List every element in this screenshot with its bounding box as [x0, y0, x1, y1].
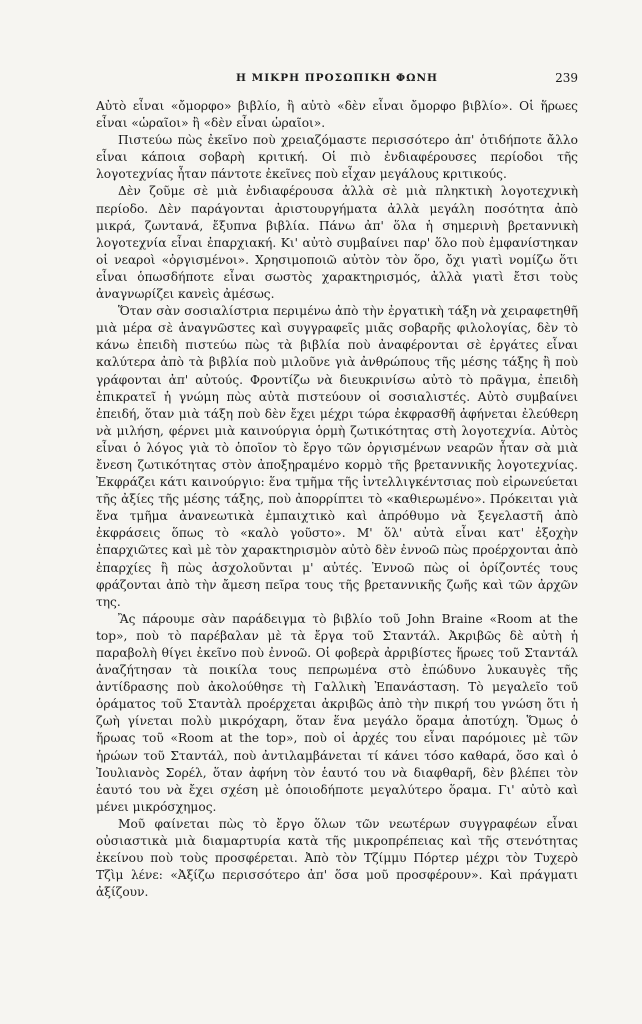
- page-header: [96, 72, 578, 92]
- paragraph-1: Αὐτὸ εἶναι «ὄμορφο» βιβλίο, ἢ αὐτὸ «δὲν εἶναι ὄμορφο βιβλίο». Οἱ ἥρωες εἶναι «ὡραῖοι» ἢ «δὲν εἶναι ὡραῖοι».: [96, 99, 578, 131]
- paragraph-3: Δὲν ζοῦμε σὲ μιὰ ἐνδιαφέρουσα ἀλλὰ σὲ μιὰ πληκτικὴ λογοτεχνικὴ περίοδο. Δὲν παράγονται ἀριστουργήματα ἀλλὰ μεγάλη ποσότητα ἀπὸ μικρά, ζωντανά, ἔξυπνα βιβλία. Πάνω ἀπ' ὅλα ἡ σημερινὴ βρεταννικὴ λογοτεχνία εἶναι ἐπαρχιακή. Κι' αὐτὸ συμβαίνει παρ' ὅλο ποὺ ἐμφανίστηκαν οἱ νεαροὶ «ὀργισμένοι». Χρησιμοποιῶ αὐτὸν τὸν ὅρο, ὄχι γιατὶ νομίζω ὅτι εἶναι ὁπωσδήποτε εἶναι σωστὸς χαρακτηρισμός, ἀλλὰ γιατὶ ἔτσι τοὺς ἀναγνωρίζει κανεὶς ἀμέσως.: [96, 184, 578, 302]
- body-text: [96, 98, 578, 901]
- running-title: Η ΜΙΚΡΗ ΠΡΟΣΩΠΙΚΗ ΦΩΝΗ: [236, 72, 438, 84]
- page-number: 239: [555, 71, 578, 85]
- paragraph-2: Πιστεύω πὼς ἐκεῖνο ποὺ χρειαζόμαστε περισσότερο ἀπ' ὁτιδήποτε ἄλλο εἶναι κάποια σοβαρὴ κριτική. Οἱ πιὸ ἐνδιαφέρουσες περίοδοι τῆς λογοτεχνίας ἦταν πάντοτε ἐκεῖνες ποὺ εἶχαν μεγάλους κριτικούς.: [96, 133, 578, 182]
- paragraph-4: Ὅταν σὰν σοσιαλίστρια περιμένω ἀπὸ τὴν ἐργατικὴ τάξη νὰ χειραφετηθῆ μιὰ μέρα σὲ ἀναγνῶστες καὶ συγγραφεῖς μιᾶς σοβαρῆς φιλολογίας, δὲν τὸ κάνω ἐπειδὴ πιστεύω πὼς τὰ βιβλία ποὺ ἀναφέρονται σὲ ἐργάτες εἶναι καλύτερα ἀπὸ τὰ βιβλία ποὺ μιλοῦνε γιὰ ἀνθρώπους τῆς μέσης τάξης ἢ ποὺ γράφονται ἀπ' αὐτούς. Φροντίζω νὰ διευκρινίσω αὐτὸ τὸ πρᾶγμα, ἐπειδὴ ἐπικρατεῖ ἡ γνώμη πὼς αὐτὰ πιστεύουν οἱ σοσιαλιστές. Αὐτὸ συμβαίνει ἐπειδή, ὅταν μιὰ τάξη ποὺ δὲν ἔχει μέχρι τώρα ἐκφρασθῆ ἀφήνεται ἐλεύθερη νὰ μιλήση, φέρνει μιὰ καινούργια ὁρμὴ ζωτικότητας στὴ λογοτεχνία. Αὐτὸς εἶναι ὁ λόγος γιὰ τὸ ὁποῖον τὸ ἔργο τῶν ὀργισμένων νεαρῶν ἦταν σὰ μιὰ ἔνεση ζωτικότητας στὸν ἀποξηραμένο κορμὸ τῆς βρεταννικῆς λογοτεχνίας. Ἐκφράζει κάτι καινούργιο: ἕνα τμῆμα τῆς ἰντελλιγκέντσιας ποὺ εἰρωνεύεται τῆς ἀξίες τῆς μέσης τάξης, ποὺ ἀπορρίπτει τὸ «καθιερωμένο». Πρόκειται γιὰ ἕνα τμῆμα ἀνανεωτικὰ ἐμπαιχτικὸ καὶ ἀπρόθυμο νὰ ξεγελαστῆ ἀπὸ ἐκφράσεις ὅπως τὸ «καλὸ γοῦστο». Μ' ὅλ' αὐτὰ εἶναι κατ' ἐξοχὴν ἐπαρχιῶτες καὶ μὲ τὸν χαρακτηρισμὸν αὐτὸ δὲν ἐννοῶ πὼς προέρχονται ἀπὸ ἐπαρχίες ἢ πὼς ἀσχολοῦνται μ' αὐτές. Ἐννοῶ πὼς οἱ ὁρίζοντές τους φράζονται ἀπὸ τὴν ἄμεση πεῖρα τους τῆς βρεταννικῆς ζωῆς καὶ τῶν ἀρχῶν της.: [96, 304, 578, 609]
- paragraph-6: Μοῦ φαίνεται πὼς τὸ ἔργο ὅλων τῶν νεωτέρων συγγραφέων εἶναι οὐσιαστικὰ μιὰ διαμαρτυρία κατὰ τῆς μικροπρέπειας καὶ τῆς στενότητας ἐκείνου ποὺ τοὺς προσφέρεται. Ἀπὸ τὸν Τζίμμυ Πόρτερ μέχρι τὸν Τυχερὸ Τζὶμ λένε: «Ἀξίζω περισσότερο ἀπ' ὅσα μοῦ προσφέρουν». Καὶ πράγματι ἀξίζουν.: [96, 816, 578, 900]
- paragraph-5: Ἂς πάρουμε σὰν παράδειγμα τὸ βιβλίο τοῦ John Braine «Room at the top», ποὺ τὸ παρέβαλαν μὲ τὰ ἔργα τοῦ Σταντάλ. Ἀκριβῶς δὲ αὐτὴ ἡ παραβολὴ θίγει ἐκεῖνο ποὺ ἐννοῶ. Οἱ φοβερὰ ἀρριβίστες ἥρωες τοῦ Σταντάλ ἀναζήτησαν τὰ ποικίλα τους πεπρωμένα στὸ ἐπώδυνο λυκαυγὲς τῆς ἀντίδρασης ποὺ ἀκολούθησε τὴ Γαλλικὴ Ἐπανάσταση. Τὸ μεγαλεῖο τοῦ ὁράματος τοῦ Σταντὰλ προέρχεται ἀκριβῶς ἀπὸ τὴν πικρή του γνώση ὅτι ἡ ζωὴ γίνεται πολὺ μικρόχαρη, ὅταν ἕνα μεγάλο ὅραμα ἀποτύχη. Ὅμως ὁ ἥρωας τοῦ «Room at the top», ποὺ οἱ ἀρχές του εἶναι παρόμοιες μὲ τῶν ἡρώων τοῦ Σταντάλ, ποὺ ἀντιλαμβάνεται τί κάνει τόσο καθαρά, ὅσο καὶ ὁ Ἰουλιανὸς Σορέλ, ὅταν ἀφήνη τὸν ἑαυτό του νὰ διαφθαρῆ, δὲν βλέπει τὸν ἑαυτό του νὰ ἔχει σχέση μὲ ὁποιοδήποτε μεγαλύτερο ὅραμα. Γι' αὐτὸ καὶ μένει μικρόσχημος.: [96, 611, 578, 814]
